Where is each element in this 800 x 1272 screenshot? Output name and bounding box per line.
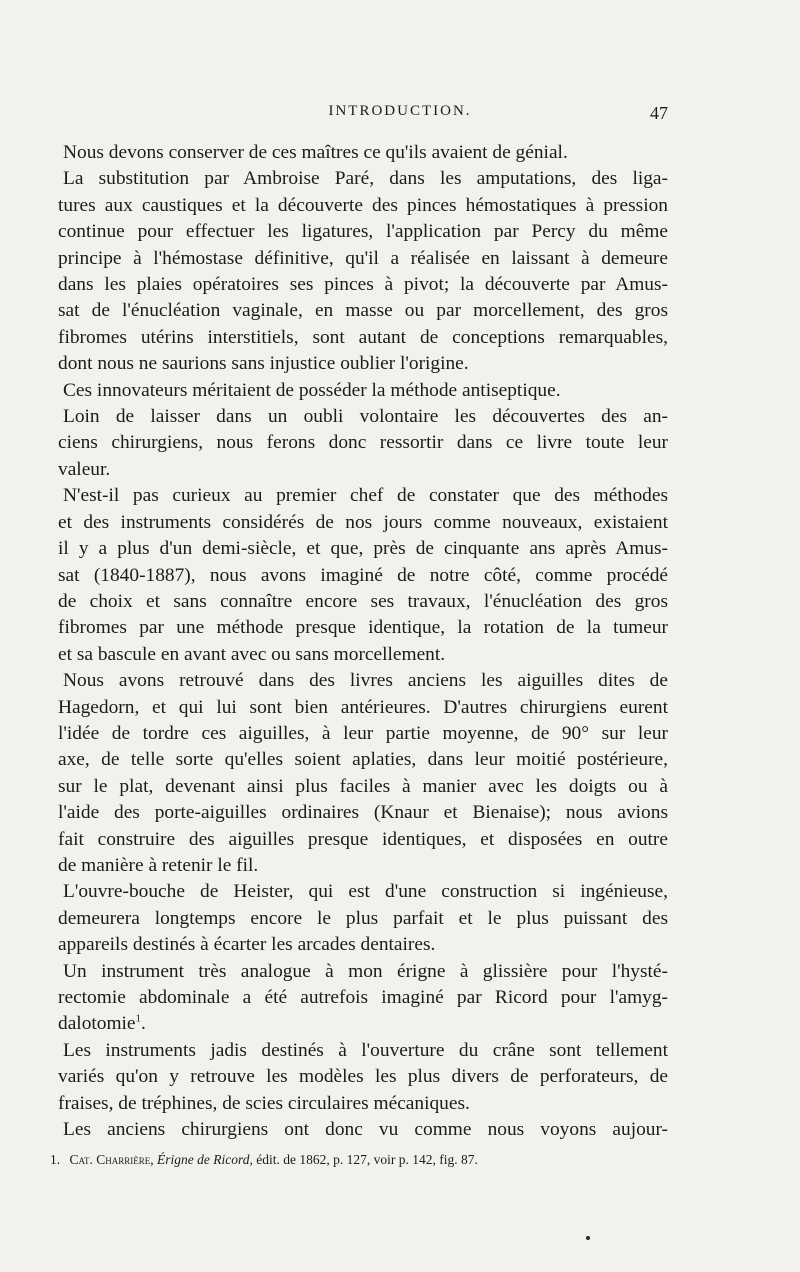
- text-line: Les instruments jadis destinés à l'ouverture du crâne sont tellement: [63, 1039, 668, 1061]
- text-line: rectomie abdominale a été autrefois imaginé par Ricord pour l'amyg-: [58, 987, 668, 1008]
- text-line: tures aux caustiques et la découverte des pinces hémostatiques à pression: [58, 194, 668, 216]
- text-line: Les anciens chirurgiens ont donc vu comme nous voyons aujour-: [63, 1119, 668, 1141]
- footnote-title: Érigne de Ricord,: [157, 1152, 253, 1167]
- text-line: sur le plat, devenant ainsi plus faciles à manier avec les doigts ou à: [58, 775, 668, 797]
- page-header: [0, 103, 800, 127]
- text-line: fraises, de tréphines, de scies circulaires mécaniques.: [58, 1092, 470, 1114]
- text-line: Nous avons retrouvé dans des livres anciens les aiguilles dites de: [63, 670, 668, 692]
- text-line: et des instruments considérés de nos jours comme nouveaux, existaient: [58, 511, 668, 533]
- paragraph: [58, 378, 668, 404]
- paragraph: [58, 1117, 668, 1143]
- paragraph: [58, 140, 668, 166]
- footnote: [50, 1150, 670, 1170]
- paragraph: [58, 483, 668, 668]
- text-line: sat (1840-1887), nous avons imaginé de notre côté, comme procédé: [58, 564, 668, 586]
- text-line: Ces innovateurs méritaient de posséder la méthode antiseptique.: [63, 379, 561, 401]
- text-line: demeurera longtemps encore le plus parfait et le plus puissant des: [58, 907, 668, 929]
- footnote-source: Cat. Charrière,: [69, 1152, 154, 1167]
- text-line: ciens chirurgiens, nous ferons donc ressortir dans ce livre toute leur: [58, 432, 668, 454]
- text-line: dont nous ne saurions sans injustice oublier l'origine.: [58, 353, 469, 375]
- text-line: L'ouvre-bouche de Heister, qui est d'une construction si ingénieuse,: [63, 881, 668, 903]
- text-line: et sa bascule en avant avec ou sans morcellement.: [58, 643, 446, 665]
- text-line: Hagedorn, et qui lui sont bien antérieures. D'autres chirurgiens eurent: [58, 696, 668, 718]
- paragraph: [58, 1038, 668, 1117]
- body-text: [58, 140, 668, 1143]
- paragraph: [58, 959, 668, 1038]
- text-line: axe, de telle sorte qu'elles soient aplaties, dans leur moitié postérieure,: [58, 749, 668, 771]
- text-line: continue pour effectuer les ligatures, l'application par Percy du même: [58, 221, 668, 243]
- text-line: fibromes par une méthode presque identique, la rotation de la tumeur: [58, 617, 668, 639]
- text-line: sat de l'énucléation vaginale, en masse ou par morcellement, des gros: [58, 300, 668, 322]
- paragraph: [58, 166, 668, 377]
- paragraph: [58, 879, 668, 958]
- text-line: de choix et sans connaître encore ses travaux, l'énucléation des gros: [58, 590, 668, 612]
- text-line: appareils destinés à écarter les arcades dentaires.: [58, 934, 436, 956]
- text-line: La substitution par Ambroise Paré, dans les amputations, des liga-: [63, 168, 668, 190]
- text-line: de manière à retenir le fil.: [58, 854, 259, 876]
- footnote-reference: 1: [135, 1012, 142, 1025]
- page-number: 47: [650, 103, 668, 123]
- text-line: fibromes utérins interstitiels, sont autant de conceptions remarquables,: [58, 326, 668, 348]
- text-fragment: .: [141, 1013, 146, 1035]
- paragraph: [58, 404, 668, 483]
- text-line: principe à l'hémostase définitive, qu'il a réalisée en laissant à demeure: [58, 247, 668, 269]
- text-line: dans les plaies opératoires ses pinces à pivot; la découverte par Amus-: [58, 274, 668, 296]
- text-line: fait construire des aiguilles presque identiques, et disposées en outre: [58, 828, 668, 850]
- text-line: Un instrument très analogue à mon érigne à glissière pour l'hysté-: [63, 960, 668, 982]
- paragraph: [58, 668, 668, 879]
- text-line: N'est-il pas curieux au premier chef de constater que des méthodes: [63, 485, 668, 507]
- text-line: l'idée de tordre ces aiguilles, à leur partie moyenne, de 90° sur leur: [58, 722, 668, 744]
- footnote-details: édit. de 1862, p. 127, voir p. 142, fig. 87.: [256, 1152, 478, 1167]
- text-line: il y a plus d'un demi-siècle, et que, près de cinquante ans après Amus-: [58, 538, 668, 560]
- text-line: [58, 1011, 668, 1037]
- text-line: Loin de laisser dans un oubli volontaire les découvertes des an-: [63, 406, 668, 428]
- running-title: INTRODUCTION.: [328, 103, 472, 119]
- text-line: variés qu'on y retrouve les modèles les plus divers de perforateurs, de: [58, 1066, 668, 1088]
- ink-speck: [586, 1236, 590, 1240]
- text-line: valeur.: [58, 458, 111, 480]
- footnote-marker: 1.: [50, 1152, 61, 1167]
- text-line: l'aide des porte-aiguilles ordinaires (Knaur et Bienaise); nous avions: [58, 802, 668, 824]
- text-fragment: dalotomie: [58, 1013, 136, 1035]
- text-line: Nous devons conserver de ces maîtres ce qu'ils avaient de génial.: [63, 142, 568, 163]
